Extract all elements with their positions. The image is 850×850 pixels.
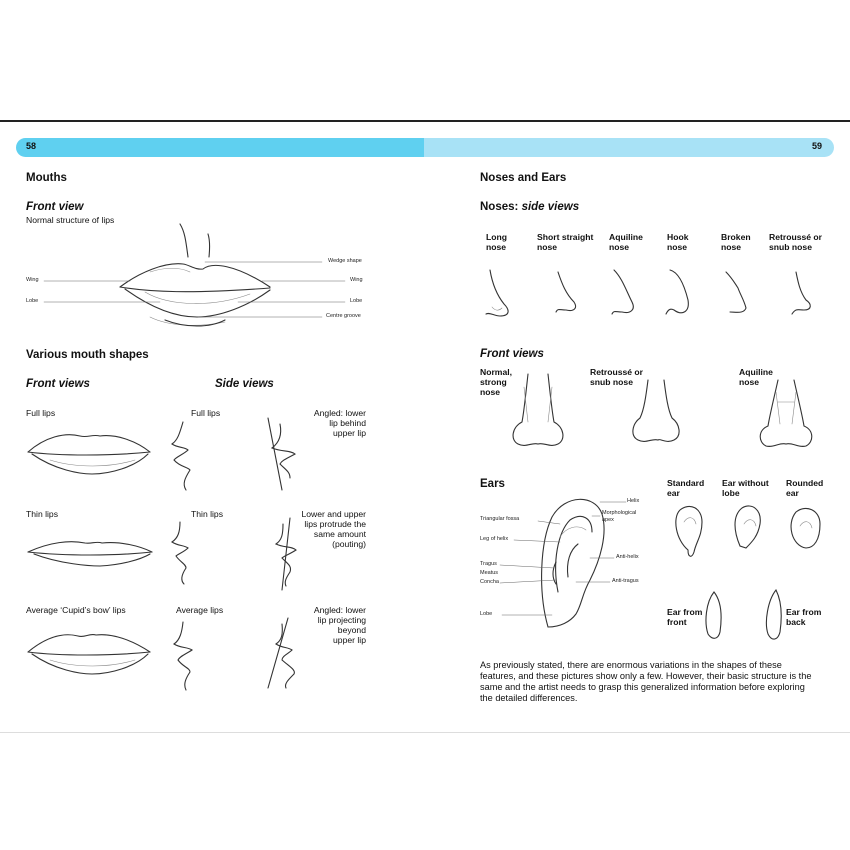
label-concha: Concha: [480, 579, 499, 585]
label-full-lips-side: Full lips: [191, 408, 221, 418]
label-aquiline-nose-front: Aquiline nose: [739, 367, 773, 387]
label-ear-lobe: Lobe: [480, 611, 493, 617]
label-short-straight-nose: Short straight nose: [537, 232, 594, 252]
label-meatus: Meatus: [480, 570, 499, 576]
label-long-nose: Long nose: [486, 232, 507, 252]
label-retrousse-nose-front: Retroussé or snub nose: [590, 367, 644, 387]
front-views-heading: Front views: [26, 378, 90, 390]
book-spread: [0, 120, 850, 733]
label-lobe-left: Lobe: [26, 298, 39, 304]
label-lobe-right: Lobe: [350, 298, 363, 304]
mouths-title: Mouths: [26, 172, 67, 184]
label-wedge-shape: Wedge shape: [328, 258, 362, 264]
side-views-heading: Side views: [215, 378, 274, 390]
ears-heading: Ears: [480, 478, 505, 490]
label-angled-lower-projecting: Angled: lower lip projecting beyond upper lip: [313, 605, 366, 645]
side-views-italic: side views: [521, 201, 580, 213]
label-leg-of-helix: Leg of helix: [480, 536, 509, 542]
label-ear-from-back: Ear from back: [786, 607, 822, 627]
label-lips-protrude: Lower and upper lips protrude the same amount (pouting): [301, 509, 366, 549]
label-full-lips-front: Full lips: [26, 408, 56, 418]
label-rounded-ear: Rounded ear: [786, 478, 824, 498]
label-morphological-apex: Morphological apex: [602, 510, 637, 523]
label-ear-from-front: Ear from front: [667, 607, 703, 627]
label-normal-strong-nose: Normal, strong nose: [480, 367, 512, 397]
label-wing-right: Wing: [350, 277, 363, 283]
label-thin-lips-front: Thin lips: [26, 509, 58, 519]
label-anti-helix: Anti-helix: [616, 554, 639, 560]
front-views-noses-heading: Front views: [480, 348, 544, 360]
label-hook-nose: Hook nose: [667, 232, 689, 252]
label-angled-lower-behind: Angled: lower lip behind upper lip: [313, 408, 366, 438]
label-wing-left: Wing: [26, 277, 39, 283]
front-view-heading: Front view: [26, 201, 84, 213]
front-view-caption: Normal structure of lips: [26, 215, 115, 225]
right-page-number: 59: [811, 141, 822, 151]
label-anti-tragus: Anti-tragus: [612, 578, 639, 584]
label-cupids-bow: Average ‘Cupid’s bow’ lips: [26, 605, 126, 615]
label-aquiline-nose-side: Aquiline nose: [609, 232, 643, 252]
noses-and-ears-title: Noses and Ears: [480, 172, 567, 184]
label-ear-without-lobe: Ear without lobe: [722, 478, 769, 498]
label-triangular-fossa: Triangular fossa: [480, 516, 520, 522]
label-standard-ear: Standard ear: [667, 478, 705, 498]
label-thin-lips-side: Thin lips: [191, 509, 223, 519]
left-page-number: 58: [26, 141, 37, 151]
label-helix: Helix: [627, 498, 640, 504]
closing-paragraph: As previously stated, there are enormous variations in the shapes of these features, and these pictures show only a few. However, their basic structure is the same and the artist needs to grasp this generalized information before exploring the detailed differences.: [480, 660, 812, 703]
noses-heading-label: Noses:: [480, 201, 519, 213]
label-tragus: Tragus: [480, 561, 497, 567]
label-retrousse-nose-side: Retroussé or snub nose: [769, 232, 823, 252]
ear-types-drawings: [0, 122, 850, 732]
various-mouth-shapes-heading: Various mouth shapes: [26, 349, 149, 361]
label-broken-nose: Broken nose: [721, 232, 751, 252]
label-average-lips-side: Average lips: [176, 605, 224, 615]
label-centre-groove: Centre groove: [326, 313, 361, 319]
